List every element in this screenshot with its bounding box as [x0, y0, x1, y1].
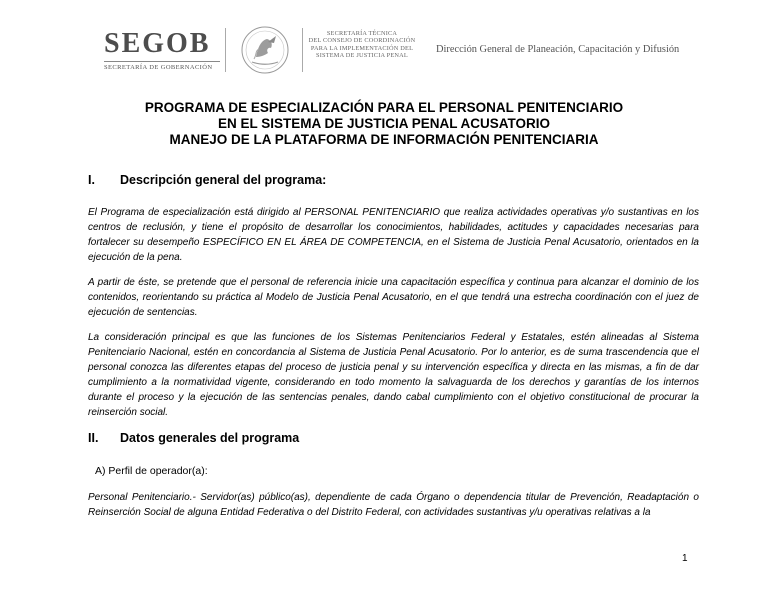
title-line: MANEJO DE LA PLATAFORMA DE INFORMACIÓN PENITENCIARIA [169, 132, 599, 147]
page-header [0, 0, 768, 90]
section-number: I. [88, 173, 95, 187]
secretaria-tecnica-line: PARA LA IMPLEMENTACIÓN DEL [310, 44, 414, 52]
segob-subtitle: SECRETARÍA DE GOBERNACIÓN [104, 61, 220, 71]
paragraph: El Programa de especialización está dirigido al PERSONAL PENITENCIARIO que realiza actividades operativas y/o sustantivas en los centros de reclusión, y tiene el propósito de desarrollar los conocimientos, habilidades, actitudes y capacidades necesarias para fortalecer su desempeño ESPECÍFICO EN EL ÁREA DE COMPETENCIA, en el Sistema de Justicia Penal Acusatorio, orientados en la ejecución de la pena. [88, 207, 699, 263]
title-line: EN EL SISTEMA DE JUSTICIA PENAL ACUSATORIO [217, 116, 551, 131]
paragraph: La consideración principal es que las funciones de los Sistemas Penitenciarios Federal y Estatales, estén alineadas al Sistema Penitenciario Nacional, estén en concordancia al Sistema de Justicia Penal Acusatorio. Por lo anterior, es de suma trascendencia que el personal conozca las diferentes etapas del proceso de justicia penal y su intervención específica y directa en las mismas, a fin de dar cumplimiento a la normatividad vigente, considerando en todo momento la salvaguarda de los derechos y garantías de los internos durante el proceso y la ejecución de las sentencias penales, dando cabal cumplimiento con el objetivo constitucional de procurar la reinserción social. [88, 332, 699, 418]
header-divider [302, 28, 303, 72]
section-title: Datos generales del programa [120, 431, 300, 445]
paragraph: Personal Penitenciario.- Servidor(as) público(as), dependiente de cada Órgano o dependencia titular de Prevención, Readaptación o Reinserción Social de alguna Entidad Federativa o del Distrito Federal, con actividades sustantivas y/u operativas relativas a la [88, 492, 699, 518]
secretaria-tecnica-line: DEL CONSEJO DE COORDINACIÓN [308, 37, 416, 45]
section-title: Descripción general del programa: [120, 173, 327, 187]
mexican-coat-of-arms-icon [232, 24, 298, 76]
section-number: II. [88, 431, 99, 445]
direccion-general: Dirección General de Planeación, Capacitación y Difusión [436, 44, 680, 55]
section-heading [88, 431, 299, 445]
secretaria-tecnica-line: SISTEMA DE JUSTICIA PENAL [316, 52, 408, 60]
segob-logo [104, 30, 220, 71]
document-title [80, 100, 688, 148]
section-heading [88, 173, 326, 187]
secretaria-tecnica-line: SECRETARÍA TÉCNICA [326, 30, 398, 37]
secretaria-tecnica-block [306, 30, 418, 60]
title-line: PROGRAMA DE ESPECIALIZACIÓN PARA EL PERSONAL PENITENCIARIO [144, 100, 624, 115]
subsection-heading: A) Perfil de operador(a): [95, 465, 208, 477]
header-divider [225, 28, 226, 72]
paragraph: A partir de éste, se pretende que el personal de referencia inicie una capacitación específica y continua para alcanzar el dominio de los contenidos, reorientando su práctica al Modelo de Justicia Penal Acusatorio, en el que tendrá una estrecha coordinación con el juez de ejecución de sentencias. [88, 277, 699, 318]
segob-logo-text: SEGOB [104, 28, 211, 59]
page-number: 1 [682, 553, 688, 564]
